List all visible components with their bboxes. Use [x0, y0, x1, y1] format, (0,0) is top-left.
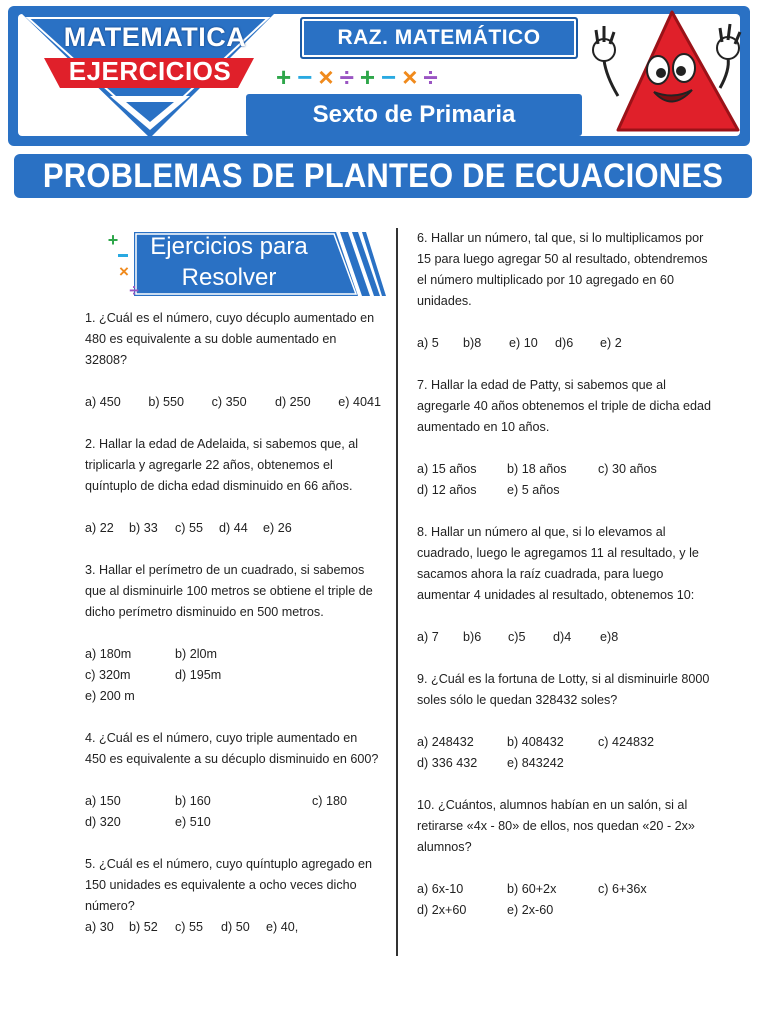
option: e)8 [600, 630, 619, 644]
grade-banner [246, 94, 582, 136]
option: e) 510 [175, 815, 211, 829]
times-icon: × [402, 62, 424, 92]
option: d) 195m [175, 668, 222, 682]
problem-3: 3. Hallar el perímetro de un cuadrado, si sabemos que al disminuirle 100 metros se obtiene el triple de dicho perímetro disminuido en 500 metros. [85, 563, 373, 619]
problem-10: 10. ¿Cuántos, alumnos habían en un salón, si al retirarse «4x - 80» de ellos, nos quedan «20 - 2x» alumnos? [417, 798, 695, 854]
problem-6: 6. Hallar un número, tal que, si lo multiplicamos por 15 para luego agregar 50 al resultado, obtendremos el número multiplicado por 10 agregado en 60 unidades. [417, 231, 708, 308]
option: e) 843242 [507, 756, 564, 770]
minus-icon: − [297, 62, 319, 92]
option: a) 248432 [417, 735, 474, 749]
option: c) 6+36x [598, 882, 647, 896]
option: b) 52 [129, 920, 158, 934]
problem-9-options [417, 732, 719, 774]
option: c) 180 [312, 794, 348, 808]
option: d) 44 [219, 521, 248, 535]
option: e) 4041 [338, 395, 381, 409]
problem-8-options [417, 627, 719, 648]
problem-1-options [85, 392, 381, 413]
problem-2: 2. Hallar la edad de Adelaida, si sabemos que, al triplicarla y agregarle 22 años, obtenemos el quíntuplo de dicha edad disminuido en 66 años. [85, 437, 359, 493]
option: c) 30 años [598, 462, 657, 476]
option: a) 30 [85, 920, 114, 934]
option: a) 180m [85, 647, 132, 661]
grade-label: Sexto de Primaria [312, 101, 516, 128]
option: b)6 [463, 630, 482, 644]
problem-7: 7. Hallar la edad de Patty, si sabemos que al agregarle 40 años obtenemos el triple de dicha edad aumentado en 10 años. [417, 378, 712, 434]
option: a) 5 [417, 336, 439, 350]
section-title-line2: Resolver [181, 264, 277, 291]
page-title: PROBLEMAS DE PLANTEO DE ECUACIONES [42, 156, 724, 195]
subject-banner [300, 17, 578, 59]
option: e) 5 años [507, 483, 560, 497]
logo-line1: MATEMATICA [63, 22, 247, 52]
problem-3-options [85, 644, 381, 707]
option: e) 200 m [85, 689, 135, 703]
option: c) 320m [85, 668, 131, 682]
option: b) 33 [129, 521, 158, 535]
option: d) 250 [274, 395, 311, 409]
option: d)6 [555, 336, 574, 350]
option: e) 26 [263, 521, 292, 535]
logo-line2: EJERCICIOS [68, 56, 232, 86]
minus-icon: − [381, 62, 403, 92]
option: d) 336 432 [417, 756, 478, 770]
option: d) 12 años [417, 483, 477, 497]
problem-4-options [85, 791, 381, 833]
plus-icon: + [107, 230, 119, 250]
plus-icon: + [359, 62, 382, 92]
option: b)8 [463, 336, 482, 350]
problem-10-options [417, 879, 719, 921]
option: e) 2x-60 [507, 903, 554, 917]
column-divider [396, 228, 398, 956]
option: d) 320 [85, 815, 121, 829]
option: c) 424832 [598, 735, 655, 749]
option: d) 50 [221, 920, 250, 934]
option: a) 150 [85, 794, 121, 808]
divide-icon: ÷ [339, 62, 360, 92]
section-title-line1: Ejercicios para [150, 233, 308, 260]
option: b) 60+2x [507, 882, 557, 896]
option: b) 2l0m [175, 647, 217, 661]
option: e) 2 [600, 336, 622, 350]
problem-4: 4. ¿Cuál es el número, cuyo triple aumentado en 450 es equivalente a su décuplo disminuido en 600? [85, 731, 379, 766]
option: c) 350 [211, 395, 247, 409]
option: d) 2x+60 [417, 903, 467, 917]
option: a) 22 [85, 521, 114, 535]
option: c) 55 [175, 920, 203, 934]
problem-2-options [85, 518, 381, 539]
times-icon: × [318, 62, 340, 92]
problem-1: 1. ¿Cuál es el número, cuyo décuplo aumentado en 480 es equivalente a su doble aumentado en 32808? [85, 311, 375, 367]
minus-icon [118, 254, 128, 257]
title-banner [14, 154, 752, 198]
option: c) 55 [175, 521, 203, 535]
times-icon: × [119, 262, 129, 281]
plus-icon: + [276, 62, 298, 92]
option: b) 550 [148, 395, 185, 409]
option: a) 7 [417, 630, 439, 644]
operators-row [276, 62, 444, 93]
problem-9: 9. ¿Cuál es la fortuna de Lotty, si al disminuirle 8000 soles sólo le quedan 328432 soles? [417, 672, 710, 707]
option: b) 408432 [507, 735, 564, 749]
problem-5: 5. ¿Cuál es el número, cuyo quíntuplo agregado en 150 unidades es equivalente a ocho veces dicho número? [85, 857, 373, 913]
triangle-mascot-icon [588, 4, 748, 140]
option: e) 40, [266, 920, 299, 934]
problem-8: 8. Hallar un número al que, si lo elevamos al cuadrado, luego le agregamos 11 al resultado, y le sacamos ahora la raíz cuadrada, para luego aumentar 4 unidades al resultado, obtenemos 10: [417, 525, 699, 602]
right-column [417, 228, 719, 942]
option: a) 15 años [417, 462, 477, 476]
problem-5-options [85, 917, 381, 938]
option: e) 10 [509, 336, 538, 350]
option: b) 18 años [507, 462, 567, 476]
option: d)4 [553, 630, 572, 644]
option: b) 160 [175, 794, 211, 808]
option: a) 450 [85, 395, 121, 409]
option: a) 6x-10 [417, 882, 464, 896]
header [0, 0, 768, 195]
subject-label: RAZ. MATEMÁTICO [337, 26, 541, 49]
problem-6-options [417, 333, 719, 354]
option: c)5 [508, 630, 526, 644]
problem-7-options [417, 459, 719, 501]
left-column [85, 308, 381, 959]
divide-icon: ÷ [423, 62, 444, 92]
divide-icon: ÷ [129, 281, 139, 300]
